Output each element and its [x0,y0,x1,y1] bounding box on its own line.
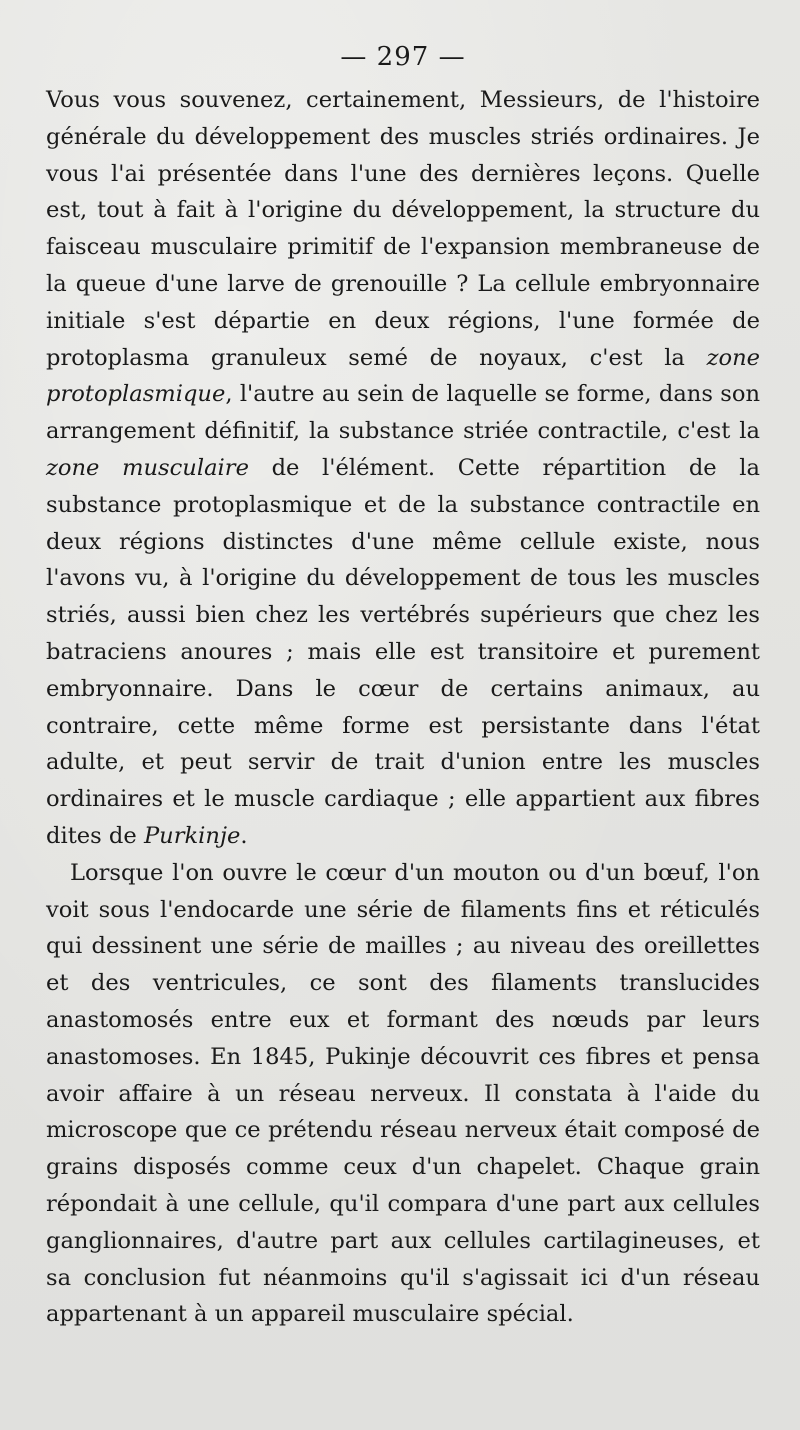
paragraph-1-italic-zone-protoplasmique: zone protoplasmique [46,344,760,408]
paragraph-1-text: Vous vous souvenez, certainement, Messieurs, de l'histoire générale du développement des muscles striés ordinaires. Je vous l'ai présentée dans l'une des dernières leçons. Quelle est, tout à fait à l'origine du développement, la structure du faisceau musculaire primitif de l'expansion membraneuse de la queue d'une larve de grenouille ? La cellule embryonnaire initiale s'est départie en deux régions, l'une formée de protoplasma granuleux semé de noyaux, c'est la [46,87,760,371]
page-number: — 297 — [340,42,466,72]
paragraph-1-text: . [240,822,248,849]
paragraph-1-text: de l'élément. Cette répartition de la substance protoplasmique et de la substance contractile en deux régions distinctes d'une même cellule existe, nous l'avons vu, à l'origine du développement de tous les muscles striés, aussi bien chez les vertébrés supérieurs que chez les batraciens anoures ; mais elle est transitoire et purement embryonnaire. Dans le cœur de certains animaux, au contraire, cette même forme est persistante dans l'état adulte, et peut servir de trait d'union entre les muscles ordinaires et le muscle cardiaque ; elle appartient aux fibres dites de [46,454,760,849]
paragraph-1 [46,82,760,855]
paragraph-2-text: Lorsque l'on ouvre le cœur d'un mouton ou d'un bœuf, l'on voit sous l'endocarde une série de filaments fins et réticulés qui dessinent une série de mailles ; au niveau des oreillettes et des ventricules, ce sont des filaments translucides anastomosés entre eux et formant des nœuds par leurs anastomoses. En 1845, Pukinje découvrit ces fibres et pensa avoir affaire à un réseau nerveux. Il constata à l'aide du microscope que ce prétendu réseau nerveux était composé de grains disposés comme ceux d'un chapelet. Chaque grain répondait à une cellule, qu'il compara d'une part aux cellules ganglionnaires, d'autre part aux cellules cartilagineuses, et sa conclusion fut néanmoins qu'il s'agissait ici d'un réseau appartenant à un appareil musculaire spécial. [46,859,760,1328]
paragraph-1-text: , l'autre au sein de laquelle se forme, dans son arrangement définitif, la substance striée contractile, c'est la [46,381,760,445]
paragraph-2 [46,855,760,1333]
paragraph-1-italic-purkinje: Purkinje [143,822,241,849]
paragraph-1-italic-zone-musculaire: zone musculaire [46,454,249,481]
